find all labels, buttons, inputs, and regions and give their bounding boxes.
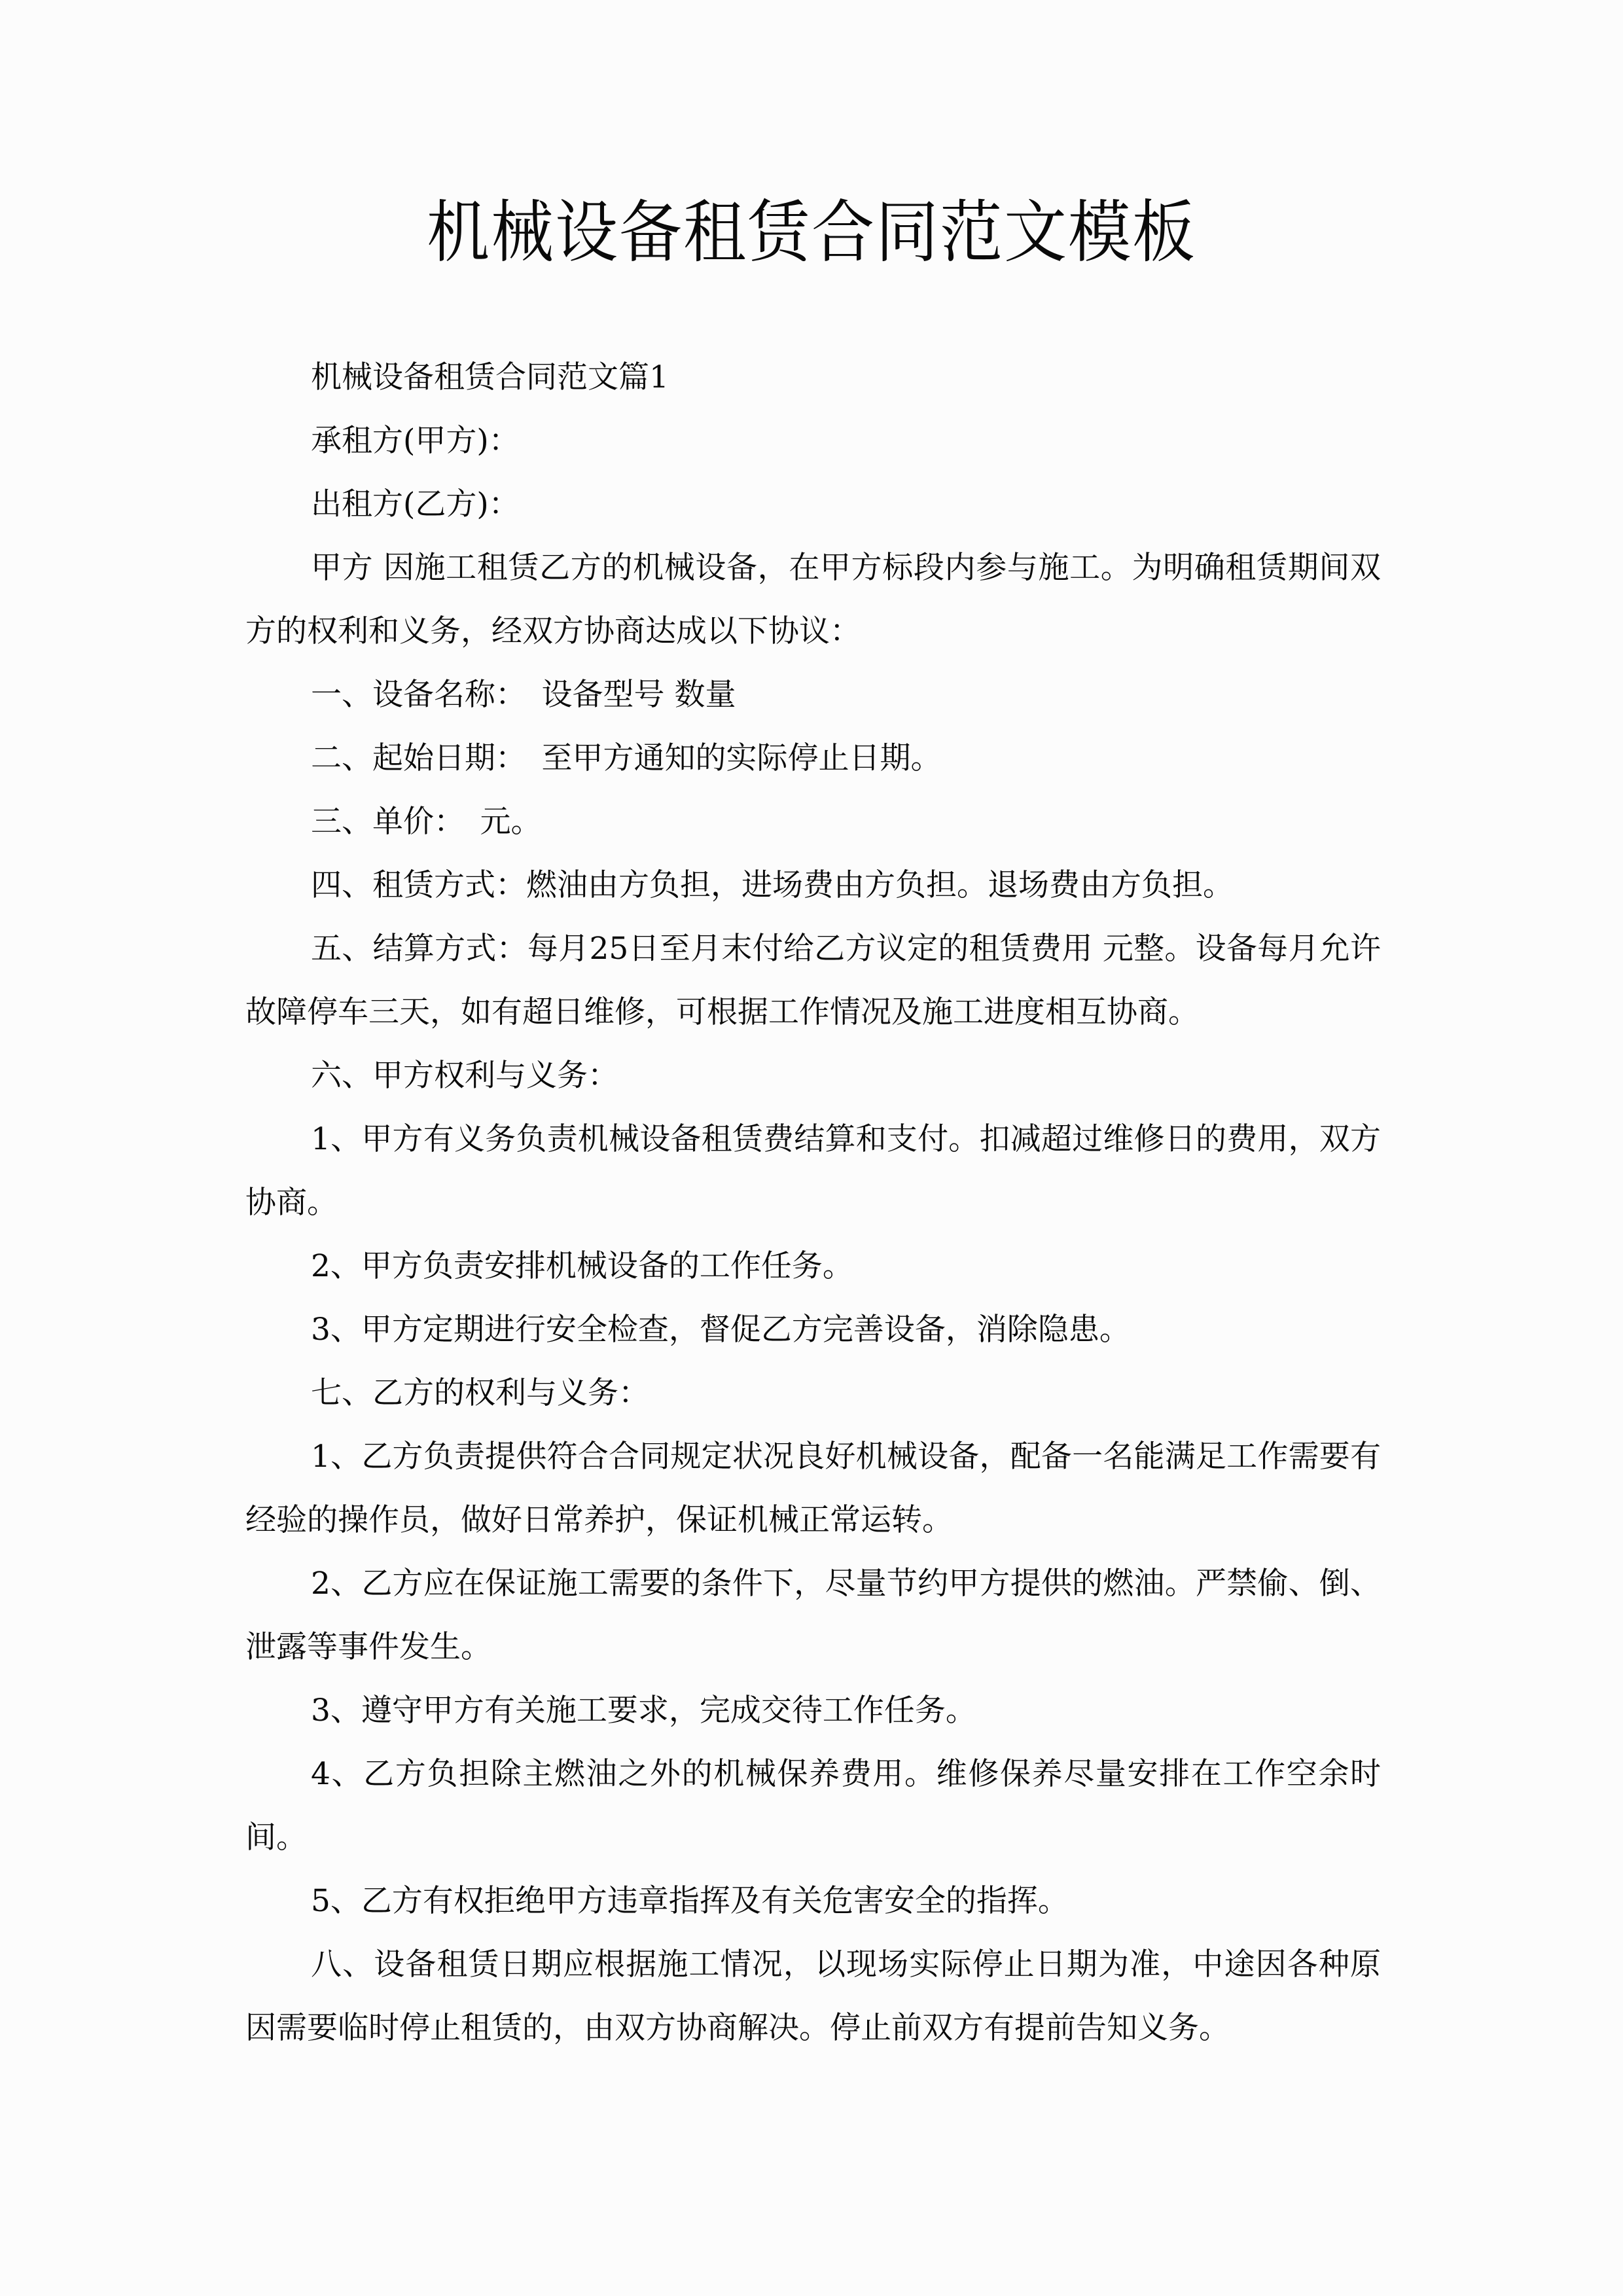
lessee-party-line: 承租方(甲方)： [311, 423, 520, 459]
document-body [245, 346, 1381, 2060]
clause-7-heading: 七、乙方的权利与义务： [311, 1375, 649, 1411]
clause-6-item-1: 1、甲方有义务负责机械设备租赁费结算和支付。扣减超过维修日的费用，双方协商。 [245, 1121, 1381, 1221]
clause-5-settlement: 五、结算方式：每月25日至月末付给乙方议定的租赁费用 元整。设备每月允许故障停车三天，如有超日维修，可根据工作情况及施工进度相互协商。 [245, 931, 1381, 1030]
clause-7-item-4: 4、乙方负担除主燃油之外的机械保养费用。维修保养尽量安排在工作空余时间。 [245, 1756, 1381, 1856]
clause-4-lease-method: 四、租赁方式：燃油由方负担，进场费由方负担。退场费由方负担。 [311, 867, 1234, 903]
clause-6-item-3: 3、甲方定期进行安全检查，督促乙方完善设备，消除隐患。 [311, 1312, 1130, 1348]
section-heading-part1: 机械设备租赁合同范文篇1 [311, 359, 669, 395]
lessor-party-line: 出租方(乙方)： [311, 486, 520, 522]
clause-7-item-1: 1、乙方负责提供符合合同规定状况良好机械设备，配备一名能满足工作需要有经验的操作员，做好日常养护，保证机械正常运转。 [245, 1439, 1381, 1538]
clause-3-unit-price: 三、单价： 元。 [311, 804, 542, 840]
clause-7-item-5: 5、乙方有权拒绝甲方违章指挥及有关危害安全的指挥。 [311, 1883, 1069, 1919]
document-title: 机械设备租赁合同范文模板 [427, 192, 1196, 272]
clause-2-start-date: 二、起始日期： 至甲方通知的实际停止日期。 [311, 740, 942, 776]
clause-6-item-2: 2、甲方负责安排机械设备的工作任务。 [311, 1248, 853, 1284]
clause-8-lease-period: 八、设备租赁日期应根据施工情况，以现场实际停止日期为准，中途因各种原因需要临时停止租赁的，由双方协商解决。停止前双方有提前告知义务。 [245, 1946, 1381, 2046]
preamble-paragraph: 甲方 因施工租赁乙方的机械设备，在甲方标段内参与施工。为明确租赁期间双方的权利和义务，经双方协商达成以下协议： [245, 550, 1381, 649]
clause-6-heading: 六、甲方权利与义务： [311, 1058, 618, 1094]
clause-1-equipment-name: 一、设备名称： 设备型号 数量 [311, 677, 736, 713]
clause-7-item-3: 3、遵守甲方有关施工要求，完成交待工作任务。 [311, 1693, 976, 1729]
clause-7-item-2: 2、乙方应在保证施工需要的条件下，尽量节约甲方提供的燃油。严禁偷、倒、泄露等事件发生。 [245, 1566, 1381, 1665]
